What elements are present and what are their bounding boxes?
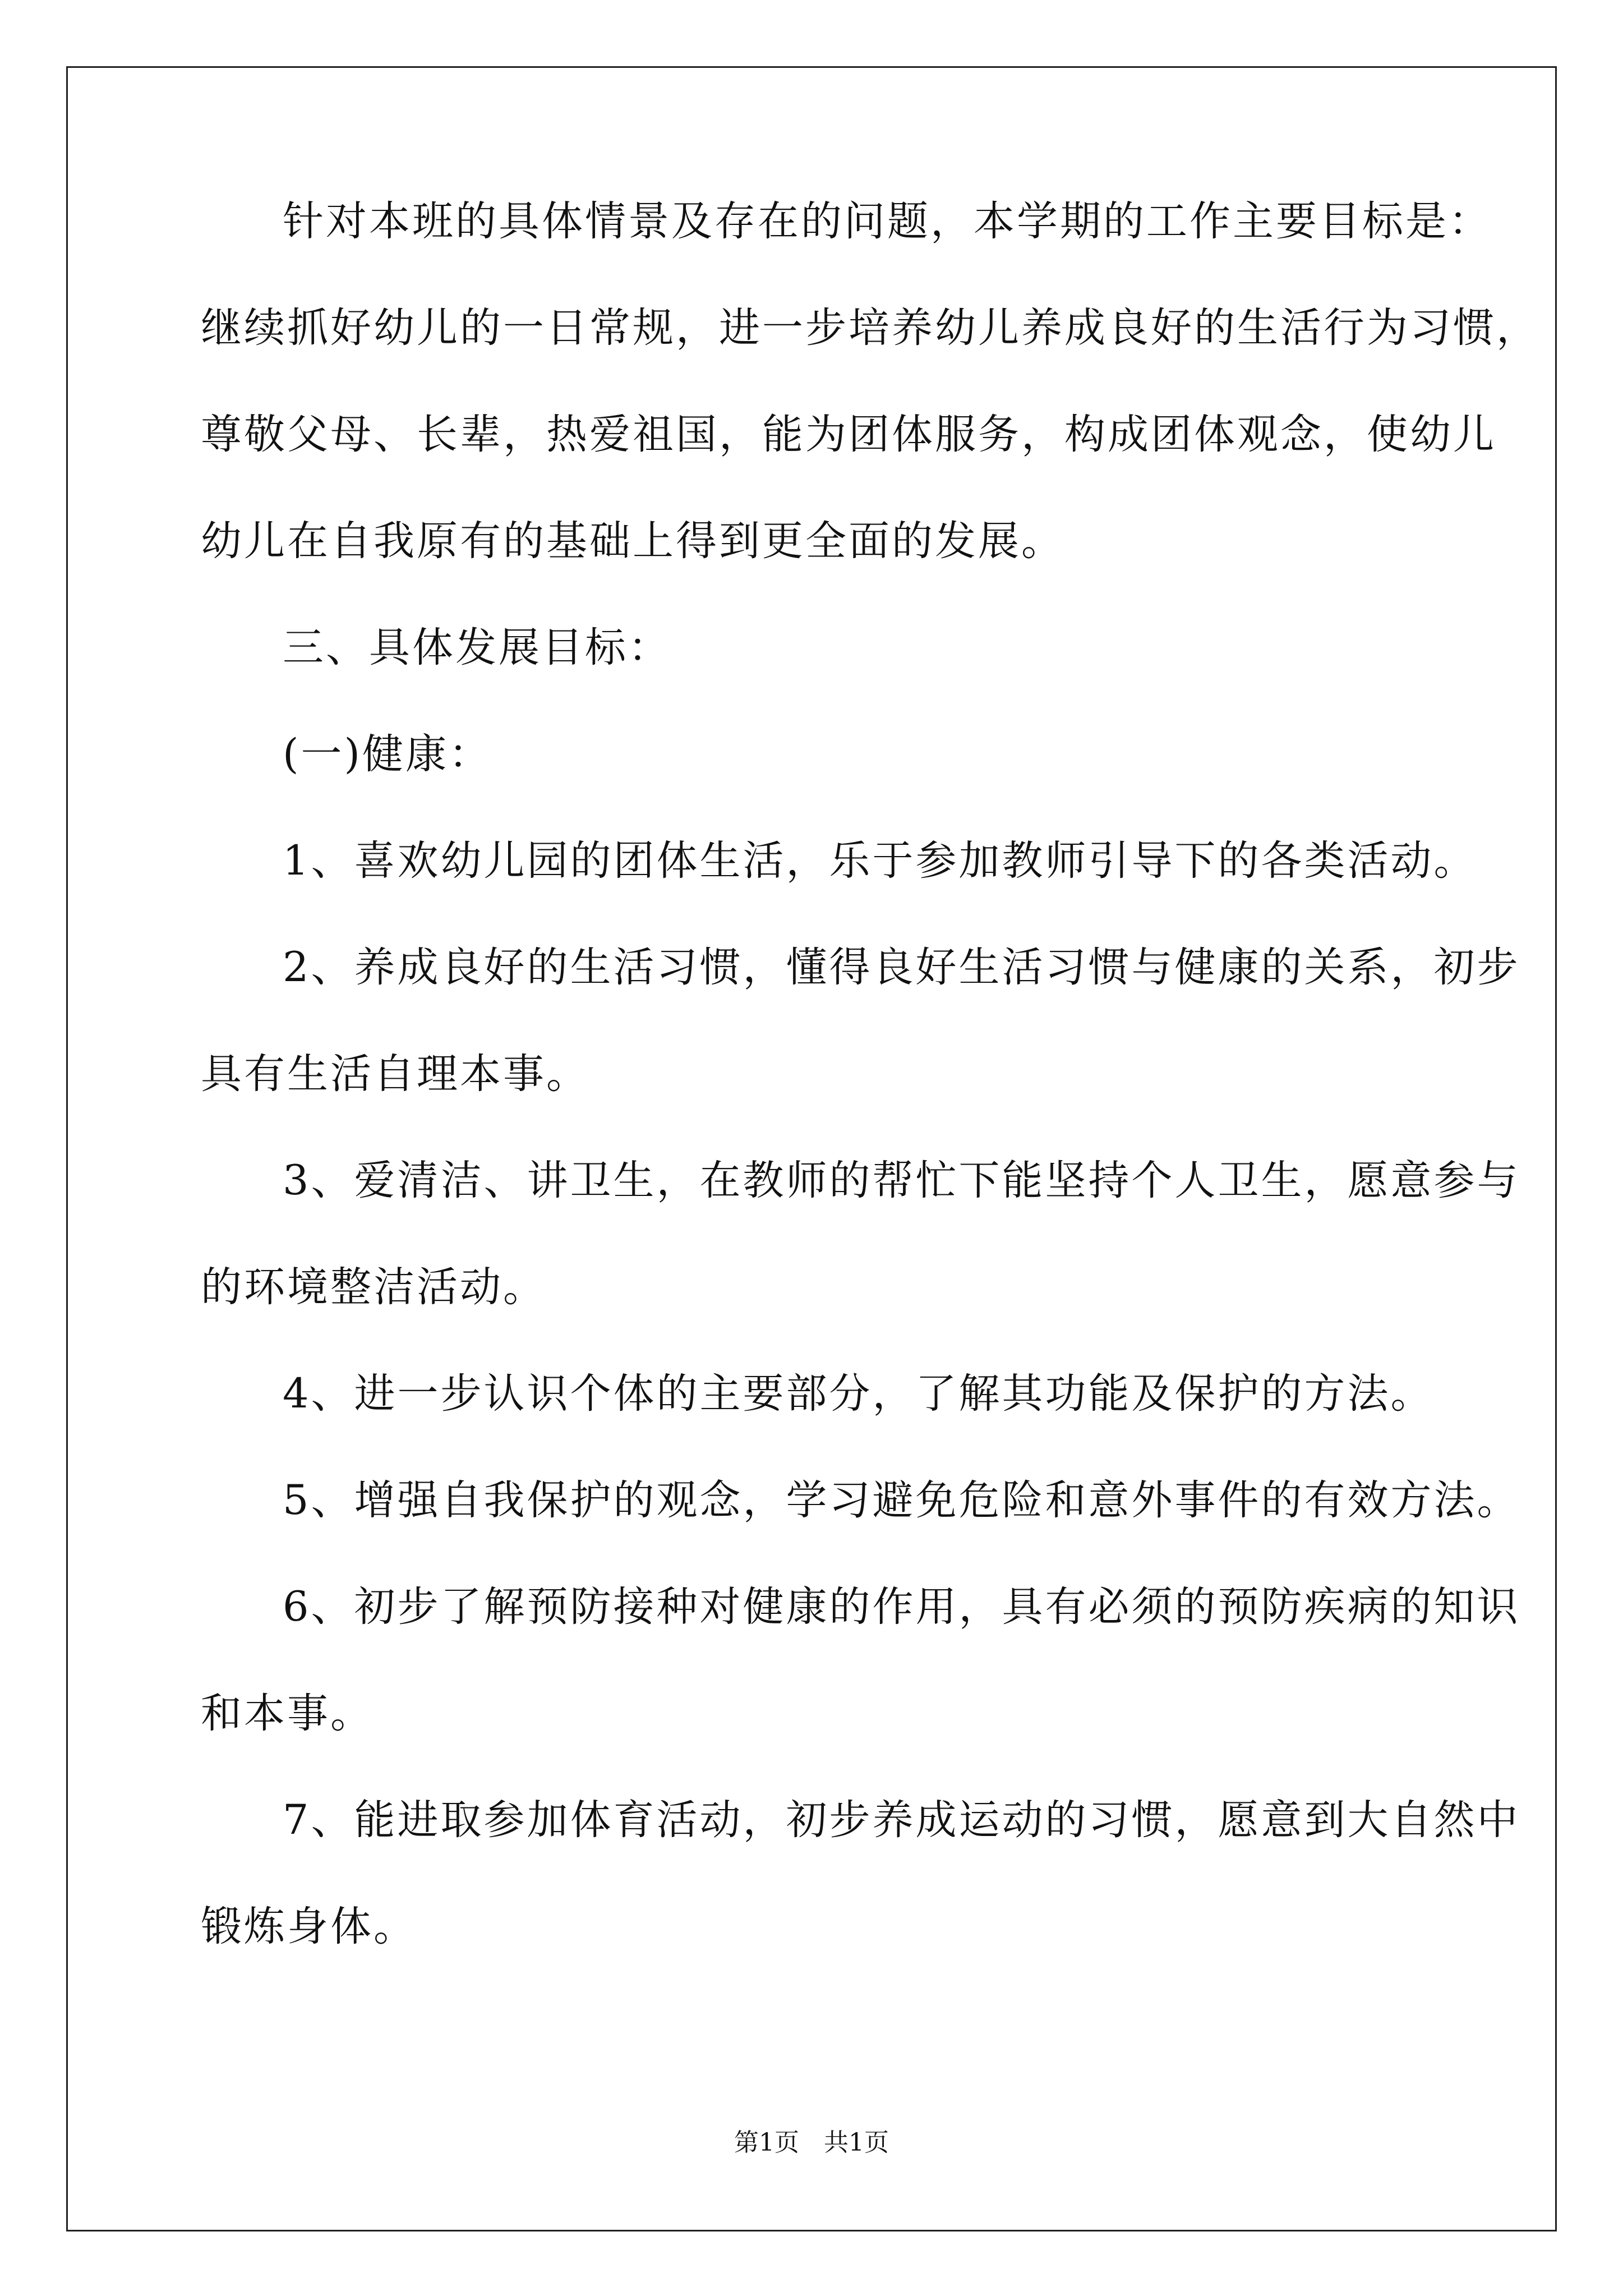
- list-item: 7、能进取参加体育活动，初步养成运动的习惯，愿意到大自然中: [283, 1796, 1520, 1844]
- list-item-continuation: 具有生活自理本事。: [201, 1050, 589, 1098]
- paragraph-line: 继续抓好幼儿的一日常规，进一步培养幼儿养成良好的生活行为习惯，: [201, 304, 1539, 352]
- list-item: 5、增强自我保护的观念，学习避免危险和意外事件的有效方法。: [283, 1476, 1520, 1524]
- paragraph-line: 尊敬父母、长辈，热爱祖国，能为团体服务，构成团体观念，使幼儿: [201, 411, 1496, 458]
- paragraph-line: 幼儿在自我原有的基础上得到更全面的发展。: [201, 517, 1064, 565]
- page-footer: 第1页 共1页: [734, 2128, 889, 2157]
- list-item-continuation: 和本事。: [201, 1690, 374, 1737]
- list-item: 1、喜欢幼儿园的团体生活，乐于参加教师引导下的各类活动。: [283, 837, 1477, 885]
- paragraph-line: 针对本班的具体情景及存在的问题，本学期的工作主要目标是：: [283, 197, 1492, 245]
- list-item-continuation: 的环境整洁活动。: [201, 1263, 546, 1311]
- list-item-continuation: 锻炼身体。: [201, 1903, 417, 1950]
- list-item: 4、进一步认识个体的主要部分，了解其功能及保护的方法。: [283, 1370, 1434, 1418]
- section-heading: 三、具体发展目标：: [283, 624, 671, 671]
- list-item: 6、初步了解预防接种对健康的作用，具有必须的预防疾病的知识: [283, 1583, 1520, 1631]
- list-item: 2、养成良好的生活习惯，懂得良好生活习惯与健康的关系，初步: [283, 944, 1520, 991]
- list-item: 3、爱清洁、讲卫生，在教师的帮忙下能坚持个人卫生，愿意参与: [283, 1157, 1520, 1204]
- subsection-heading: (一)健康：: [283, 730, 492, 778]
